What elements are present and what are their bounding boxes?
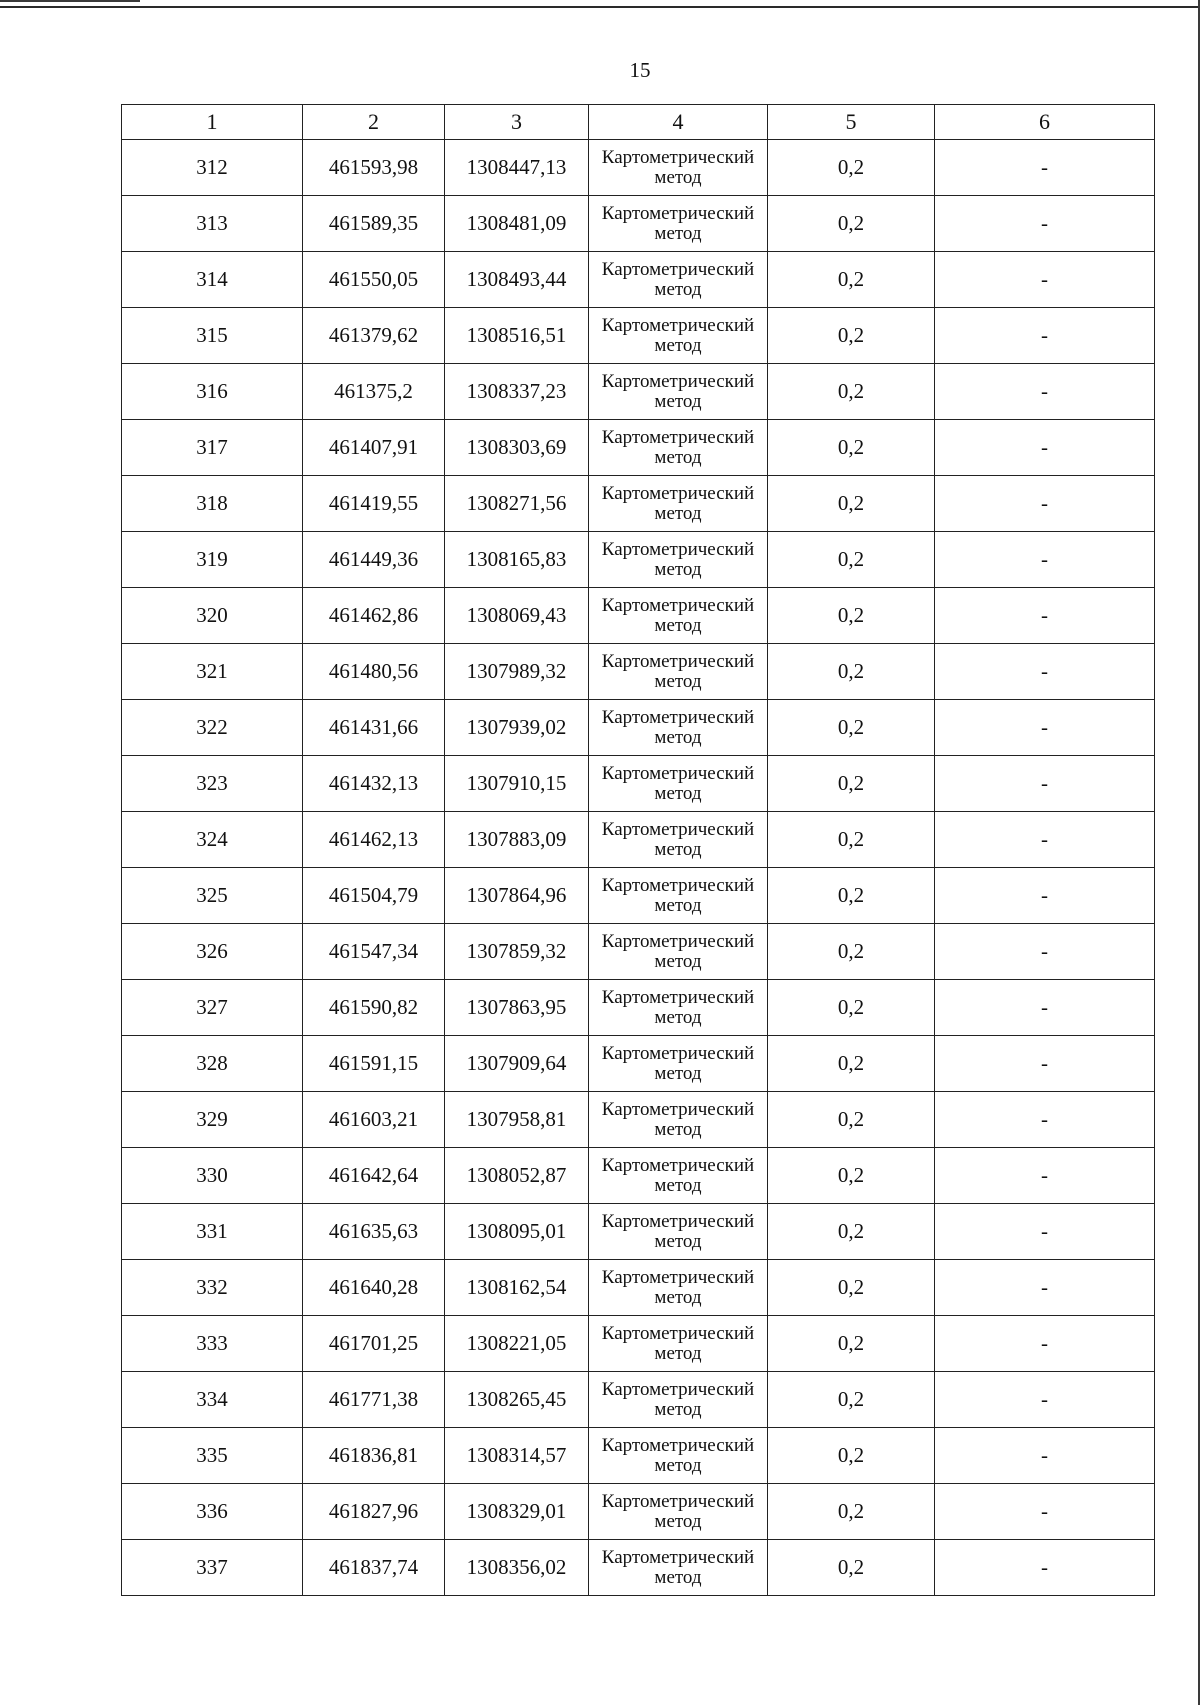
x-coordinate-cell: 461379,62 [303,308,445,364]
x-coordinate-cell: 461771,38 [303,1372,445,1428]
method-cell [589,1484,768,1540]
method-line-1: Картометрический [601,762,755,784]
method-line-2: метод [654,334,702,356]
accuracy-cell: 0,2 [768,308,935,364]
note-cell: - [935,1036,1155,1092]
method-line-1: Картометрический [601,594,755,616]
accuracy-cell: 0,2 [768,1484,935,1540]
note-cell: - [935,756,1155,812]
method-line-1: Картометрический [601,202,755,224]
method-line-2: метод [654,390,702,412]
point-number-cell: 316 [122,364,303,420]
method-line-1: Картометрический [601,1098,755,1120]
point-number-cell: 315 [122,308,303,364]
point-number-cell: 323 [122,756,303,812]
method-line-2: метод [654,1398,702,1420]
method-cell [589,812,768,868]
table-row [122,364,1155,420]
y-coordinate-cell: 1307883,09 [445,812,589,868]
table-row [122,756,1155,812]
point-number-cell: 321 [122,644,303,700]
header-cell-2: 2 [303,105,445,140]
header-cell-1: 1 [122,105,303,140]
x-coordinate-cell: 461640,28 [303,1260,445,1316]
method-line-1: Картометрический [601,986,755,1008]
method-cell [589,252,768,308]
x-coordinate-cell: 461480,56 [303,644,445,700]
method-cell [589,700,768,756]
method-line-1: Картометрический [601,426,755,448]
method-line-2: метод [654,838,702,860]
method-line-2: метод [654,782,702,804]
point-number-cell: 329 [122,1092,303,1148]
point-number-cell: 330 [122,1148,303,1204]
y-coordinate-cell: 1308052,87 [445,1148,589,1204]
y-coordinate-cell: 1308516,51 [445,308,589,364]
method-cell [589,196,768,252]
scan-edge-top-line [0,6,1200,8]
coordinates-table-container [121,104,1154,1596]
table-row [122,1316,1155,1372]
table-row [122,1428,1155,1484]
y-coordinate-cell: 1308069,43 [445,588,589,644]
method-line-2: метод [654,1230,702,1252]
table-row [122,980,1155,1036]
note-cell: - [935,644,1155,700]
table-row [122,532,1155,588]
method-line-1: Картометрический [601,146,755,168]
x-coordinate-cell: 461504,79 [303,868,445,924]
note-cell: - [935,420,1155,476]
method-line-1: Картометрический [601,1490,755,1512]
method-cell [589,756,768,812]
point-number-cell: 326 [122,924,303,980]
method-cell [589,1092,768,1148]
y-coordinate-cell: 1308493,44 [445,252,589,308]
y-coordinate-cell: 1308303,69 [445,420,589,476]
note-cell: - [935,308,1155,364]
y-coordinate-cell: 1308165,83 [445,532,589,588]
x-coordinate-cell: 461550,05 [303,252,445,308]
point-number-cell: 337 [122,1540,303,1596]
table-row [122,868,1155,924]
method-line-1: Картометрический [601,1378,755,1400]
method-cell [589,1372,768,1428]
x-coordinate-cell: 461593,98 [303,140,445,196]
method-line-2: метод [654,1342,702,1364]
table-row [122,1092,1155,1148]
point-number-cell: 331 [122,1204,303,1260]
x-coordinate-cell: 461591,15 [303,1036,445,1092]
method-cell [589,924,768,980]
accuracy-cell: 0,2 [768,924,935,980]
accuracy-cell: 0,2 [768,420,935,476]
method-line-1: Картометрический [601,930,755,952]
note-cell: - [935,1204,1155,1260]
accuracy-cell: 0,2 [768,588,935,644]
note-cell: - [935,588,1155,644]
method-line-1: Картометрический [601,1434,755,1456]
x-coordinate-cell: 461449,36 [303,532,445,588]
point-number-cell: 324 [122,812,303,868]
coordinates-table [121,104,1155,1596]
y-coordinate-cell: 1308095,01 [445,1204,589,1260]
x-coordinate-cell: 461837,74 [303,1540,445,1596]
x-coordinate-cell: 461432,13 [303,756,445,812]
point-number-cell: 322 [122,700,303,756]
table-row [122,1372,1155,1428]
table-row [122,924,1155,980]
x-coordinate-cell: 461419,55 [303,476,445,532]
accuracy-cell: 0,2 [768,1036,935,1092]
y-coordinate-cell: 1308265,45 [445,1372,589,1428]
note-cell: - [935,812,1155,868]
point-number-cell: 336 [122,1484,303,1540]
method-line-1: Картометрический [601,538,755,560]
method-cell [589,1036,768,1092]
y-coordinate-cell: 1307909,64 [445,1036,589,1092]
method-cell [589,140,768,196]
note-cell: - [935,1484,1155,1540]
method-cell [589,1148,768,1204]
table-row [122,420,1155,476]
note-cell: - [935,1372,1155,1428]
method-cell [589,1204,768,1260]
page-number: 15 [629,58,651,82]
table-row [122,196,1155,252]
point-number-cell: 325 [122,868,303,924]
method-line-2: метод [654,670,702,692]
method-line-2: метод [654,726,702,748]
method-line-2: метод [654,894,702,916]
accuracy-cell: 0,2 [768,532,935,588]
point-number-cell: 335 [122,1428,303,1484]
point-number-cell: 318 [122,476,303,532]
accuracy-cell: 0,2 [768,980,935,1036]
x-coordinate-cell: 461701,25 [303,1316,445,1372]
table-row [122,252,1155,308]
y-coordinate-cell: 1307989,32 [445,644,589,700]
point-number-cell: 314 [122,252,303,308]
accuracy-cell: 0,2 [768,1092,935,1148]
point-number-cell: 334 [122,1372,303,1428]
table-row [122,1540,1155,1596]
method-line-2: метод [654,1174,702,1196]
table-row [122,1260,1155,1316]
y-coordinate-cell: 1308162,54 [445,1260,589,1316]
y-coordinate-cell: 1308271,56 [445,476,589,532]
note-cell: - [935,140,1155,196]
x-coordinate-cell: 461642,64 [303,1148,445,1204]
accuracy-cell: 0,2 [768,756,935,812]
x-coordinate-cell: 461407,91 [303,420,445,476]
x-coordinate-cell: 461836,81 [303,1428,445,1484]
method-cell [589,868,768,924]
header-cell-6: 6 [935,105,1155,140]
table-row [122,812,1155,868]
method-line-2: метод [654,1566,702,1588]
y-coordinate-cell: 1308221,05 [445,1316,589,1372]
x-coordinate-cell: 461603,21 [303,1092,445,1148]
table-row [122,700,1155,756]
method-line-1: Картометрический [601,650,755,672]
method-cell [589,420,768,476]
note-cell: - [935,1428,1155,1484]
method-line-1: Картометрический [601,258,755,280]
x-coordinate-cell: 461375,2 [303,364,445,420]
method-line-1: Картометрический [601,874,755,896]
point-number-cell: 328 [122,1036,303,1092]
accuracy-cell: 0,2 [768,1260,935,1316]
point-number-cell: 317 [122,420,303,476]
method-line-1: Картометрический [601,1210,755,1232]
method-line-1: Картометрический [601,370,755,392]
y-coordinate-cell: 1308356,02 [445,1540,589,1596]
method-line-1: Картометрический [601,706,755,728]
method-line-2: метод [654,1062,702,1084]
method-line-2: метод [654,1510,702,1532]
x-coordinate-cell: 461589,35 [303,196,445,252]
method-cell [589,532,768,588]
x-coordinate-cell: 461462,86 [303,588,445,644]
table-row [122,476,1155,532]
note-cell: - [935,364,1155,420]
method-line-2: метод [654,558,702,580]
y-coordinate-cell: 1308447,13 [445,140,589,196]
method-cell [589,308,768,364]
x-coordinate-cell: 461547,34 [303,924,445,980]
y-coordinate-cell: 1307864,96 [445,868,589,924]
accuracy-cell: 0,2 [768,476,935,532]
note-cell: - [935,532,1155,588]
note-cell: - [935,868,1155,924]
table-row [122,140,1155,196]
method-line-2: метод [654,1006,702,1028]
method-line-2: метод [654,446,702,468]
method-line-1: Картометрический [601,1546,755,1568]
y-coordinate-cell: 1307939,02 [445,700,589,756]
method-line-2: метод [654,950,702,972]
accuracy-cell: 0,2 [768,1428,935,1484]
note-cell: - [935,924,1155,980]
header-cell-4: 4 [589,105,768,140]
table-row [122,1204,1155,1260]
method-line-2: метод [654,1118,702,1140]
method-line-2: метод [654,614,702,636]
table-row [122,1036,1155,1092]
x-coordinate-cell: 461635,63 [303,1204,445,1260]
method-line-1: Картометрический [601,482,755,504]
method-cell [589,980,768,1036]
y-coordinate-cell: 1308329,01 [445,1484,589,1540]
method-line-1: Картометрический [601,314,755,336]
x-coordinate-cell: 461462,13 [303,812,445,868]
x-coordinate-cell: 461590,82 [303,980,445,1036]
accuracy-cell: 0,2 [768,868,935,924]
method-cell [589,1540,768,1596]
method-line-1: Картометрический [601,818,755,840]
note-cell: - [935,1260,1155,1316]
method-line-1: Картометрический [601,1042,755,1064]
method-cell [589,588,768,644]
table-row [122,308,1155,364]
method-line-1: Картометрический [601,1266,755,1288]
method-cell [589,644,768,700]
accuracy-cell: 0,2 [768,1316,935,1372]
table-header-row [122,105,1155,140]
accuracy-cell: 0,2 [768,252,935,308]
note-cell: - [935,980,1155,1036]
point-number-cell: 312 [122,140,303,196]
method-line-2: метод [654,502,702,524]
method-line-1: Картометрический [601,1322,755,1344]
point-number-cell: 320 [122,588,303,644]
point-number-cell: 327 [122,980,303,1036]
accuracy-cell: 0,2 [768,140,935,196]
y-coordinate-cell: 1307863,95 [445,980,589,1036]
point-number-cell: 332 [122,1260,303,1316]
table-row [122,588,1155,644]
x-coordinate-cell: 461827,96 [303,1484,445,1540]
accuracy-cell: 0,2 [768,644,935,700]
note-cell: - [935,700,1155,756]
y-coordinate-cell: 1307910,15 [445,756,589,812]
point-number-cell: 313 [122,196,303,252]
method-line-2: метод [654,1454,702,1476]
method-line-2: метод [654,166,702,188]
accuracy-cell: 0,2 [768,1148,935,1204]
note-cell: - [935,1092,1155,1148]
note-cell: - [935,1148,1155,1204]
note-cell: - [935,252,1155,308]
table-row [122,644,1155,700]
method-cell [589,476,768,532]
accuracy-cell: 0,2 [768,1540,935,1596]
y-coordinate-cell: 1307958,81 [445,1092,589,1148]
method-line-1: Картометрический [601,1154,755,1176]
method-cell [589,364,768,420]
scan-edge-left-tick [0,0,140,2]
y-coordinate-cell: 1308314,57 [445,1428,589,1484]
x-coordinate-cell: 461431,66 [303,700,445,756]
accuracy-cell: 0,2 [768,812,935,868]
method-cell [589,1316,768,1372]
method-line-2: метод [654,278,702,300]
header-cell-5: 5 [768,105,935,140]
note-cell: - [935,196,1155,252]
accuracy-cell: 0,2 [768,196,935,252]
note-cell: - [935,476,1155,532]
accuracy-cell: 0,2 [768,364,935,420]
y-coordinate-cell: 1308337,23 [445,364,589,420]
table-body [122,140,1155,1596]
accuracy-cell: 0,2 [768,1372,935,1428]
note-cell: - [935,1316,1155,1372]
y-coordinate-cell: 1308481,09 [445,196,589,252]
point-number-cell: 319 [122,532,303,588]
note-cell: - [935,1540,1155,1596]
table-row [122,1148,1155,1204]
accuracy-cell: 0,2 [768,1204,935,1260]
table-row [122,1484,1155,1540]
y-coordinate-cell: 1307859,32 [445,924,589,980]
header-cell-3: 3 [445,105,589,140]
method-cell [589,1260,768,1316]
method-line-2: метод [654,222,702,244]
accuracy-cell: 0,2 [768,700,935,756]
method-cell [589,1428,768,1484]
method-line-2: метод [654,1286,702,1308]
point-number-cell: 333 [122,1316,303,1372]
